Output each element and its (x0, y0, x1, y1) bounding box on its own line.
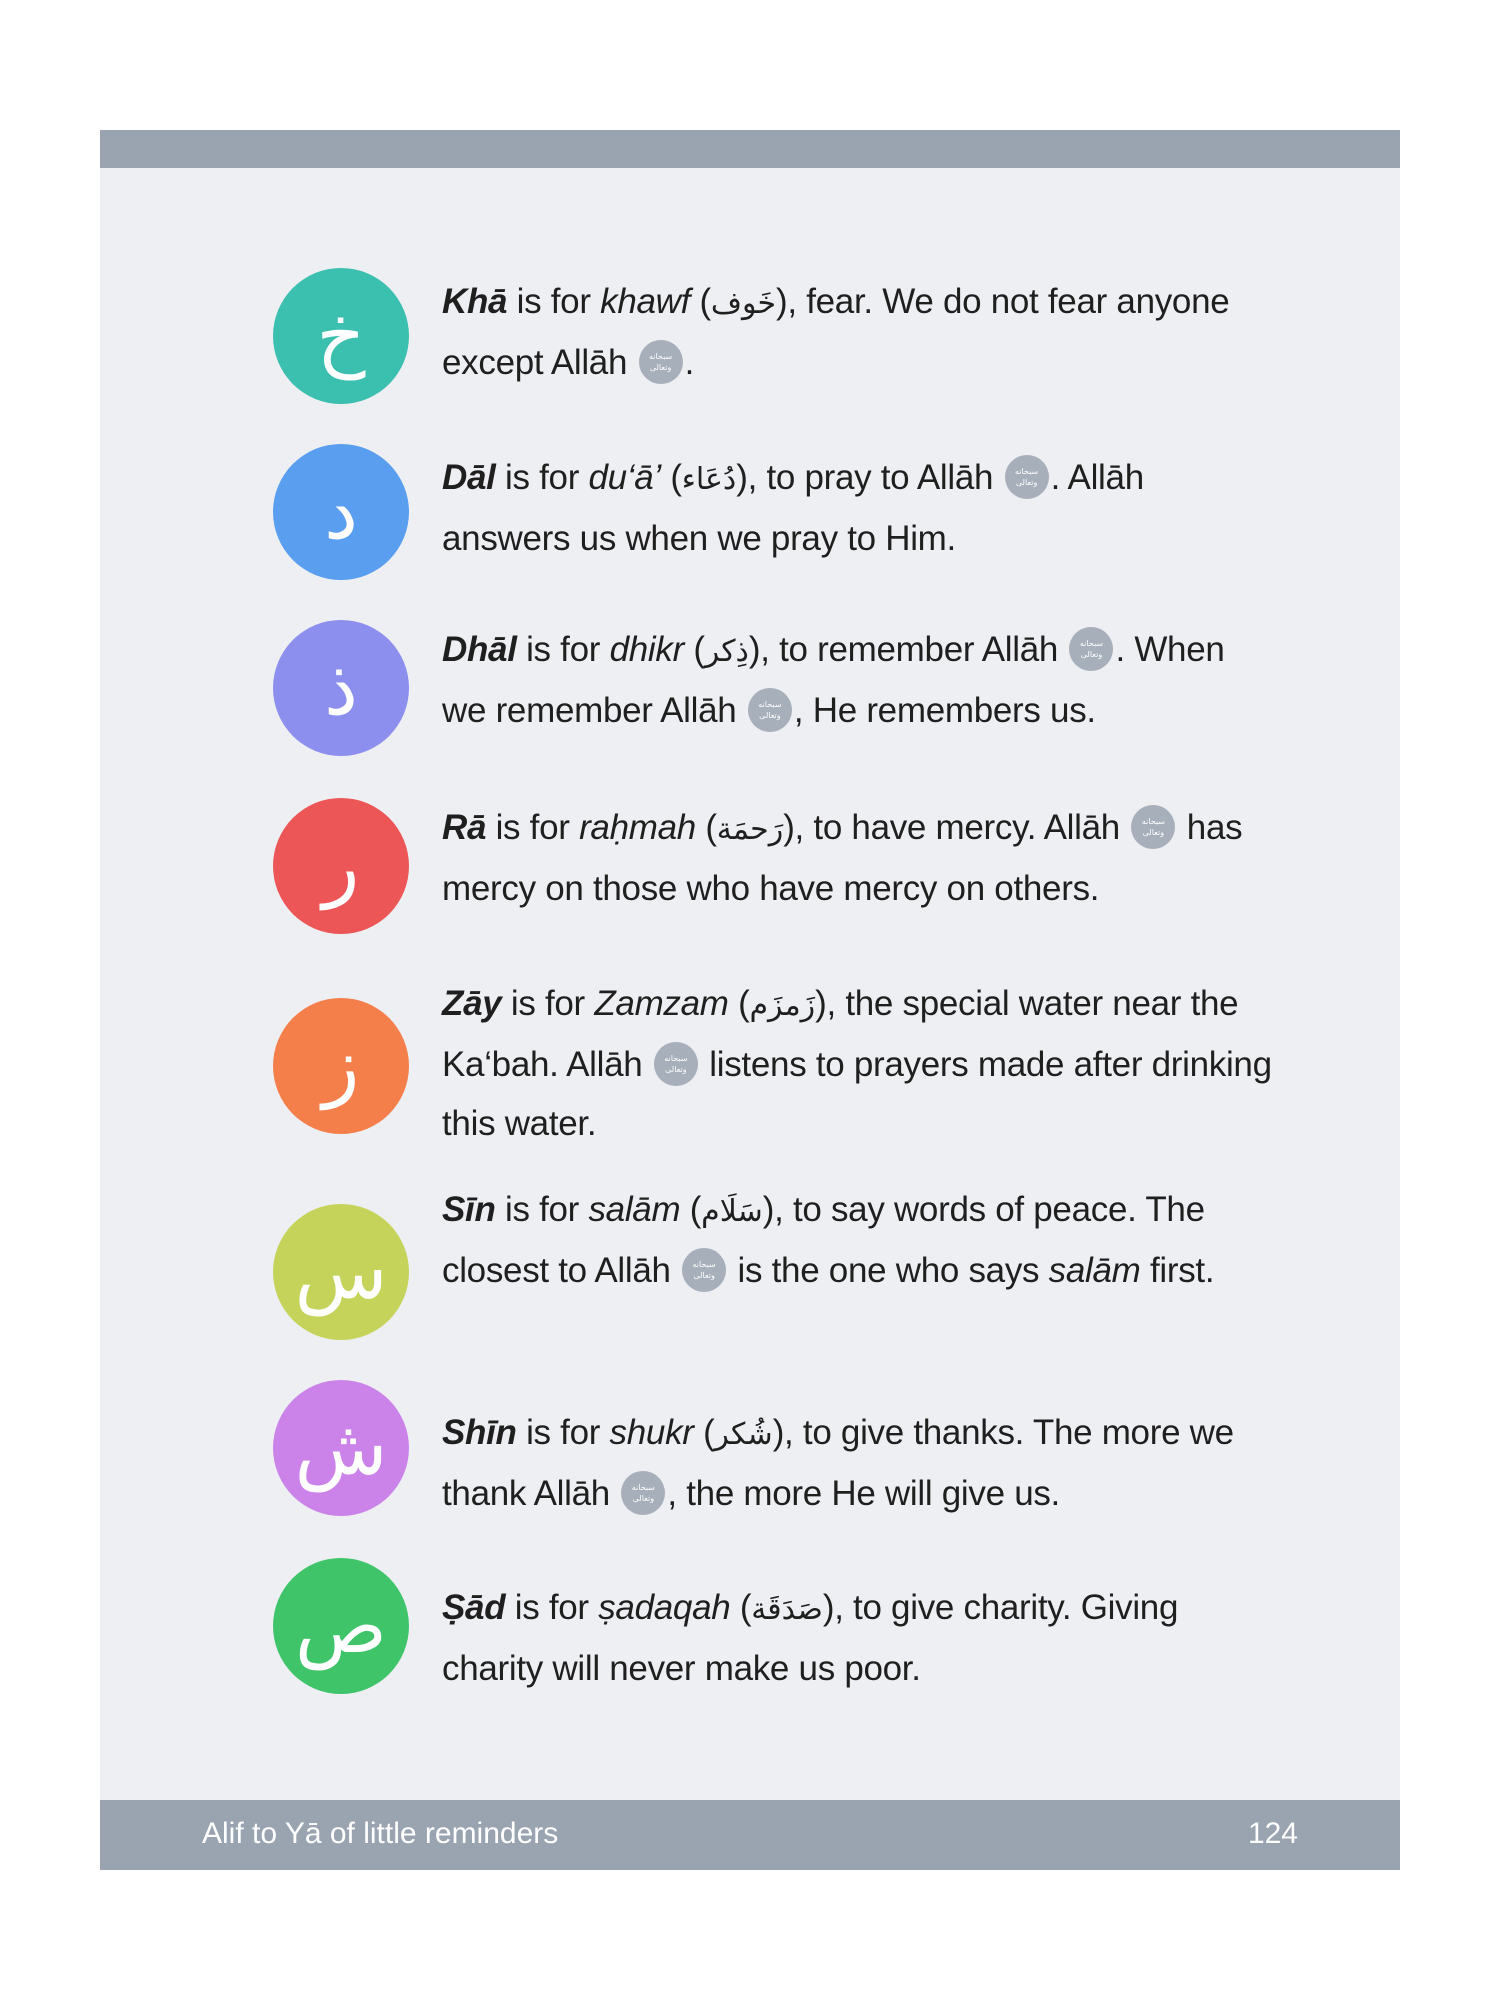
letter-circle-dhal: ذ (273, 620, 409, 756)
swt-icon: سبحانه وتعالى (621, 1471, 665, 1515)
entry-text: Khā is for khawf (خَوف), fear. We do not fear anyone except Allāh سبحانه وتعالى . (442, 282, 1230, 382)
letter-circle-sad: ص (273, 1558, 409, 1694)
swt-icon: سبحانه وتعالى (682, 1248, 726, 1292)
entry-text: Zāy is for Zamzam (زَمزَم), the special water near the Ka‘bah. Allāh سبحانه وتعالى listens to prayers made after drinking this water. (442, 984, 1272, 1143)
entry-text: Dāl is for du‘ā’ (دُعَاء), to pray to Allāh سبحانه وتعالى . Allāh answers us when we pray to Him. (442, 448, 1272, 568)
entry-text: Rā is for raḥmah (رَحمَة), to have mercy. Allāh سبحانه وتعالى has mercy on those who have mercy on others. (442, 798, 1272, 918)
page-footer (100, 1800, 1400, 1870)
footer-book-title: Alif to Yā of little reminders (202, 1817, 559, 1850)
swt-icon: سبحانه وتعالى (654, 1042, 698, 1086)
letter-circle-sin: س (273, 1204, 409, 1340)
letter-circle-zay: ز (273, 998, 409, 1134)
swt-icon: سبحانه وتعالى (639, 340, 683, 384)
swt-icon: سبحانه وتعالى (1069, 627, 1113, 671)
entry-text: Ṣād is for ṣadaqah (صَدَقَة), to give charity. Giving charity will never make us poor. (442, 1588, 1179, 1688)
entry-text: Dhāl is for dhikr (ذِكر), to remember Allāh سبحانه وتعالى . When we remember Allāh سبحانه وتعالى , He remembers us. (442, 620, 1272, 740)
entry-text: Shīn is for shukr (شُكر), to give thanks. The more we thank Allāh سبحانه وتعالى , the more He will give us. (442, 1413, 1234, 1513)
top-bar (100, 130, 1400, 168)
letter-circle-shin: ش (273, 1380, 409, 1516)
swt-icon: سبحانه وتعالى (1131, 805, 1175, 849)
letter-circle-dal: د (273, 444, 409, 580)
swt-icon: سبحانه وتعالى (1005, 455, 1049, 499)
letter-circle-kha: خ (273, 268, 409, 404)
swt-icon: سبحانه وتعالى (748, 688, 792, 732)
entry-text: Sīn is for salām (سَلَام), to say words of peace. The closest to Allāh سبحانه وتعالى is the one who says salām first. (442, 1190, 1215, 1290)
book-page (100, 130, 1400, 1870)
page-number: 124 (1247, 1817, 1298, 1850)
letter-circle-ra: ر (273, 798, 409, 934)
